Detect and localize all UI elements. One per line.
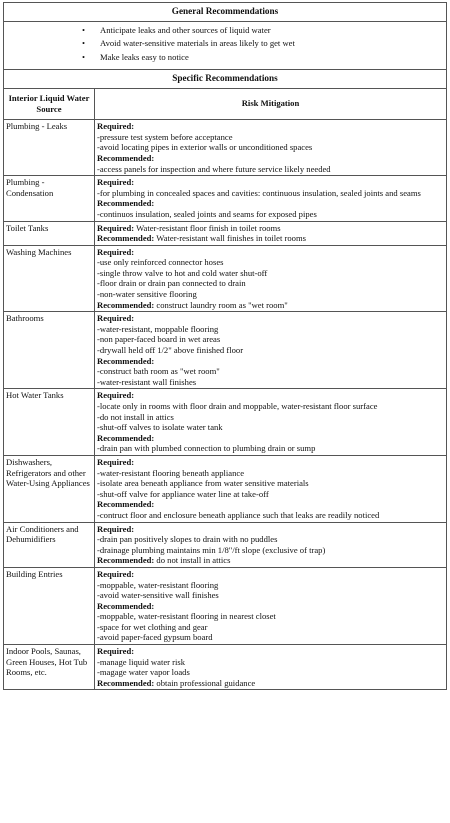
mitigation-label: Recommended: bbox=[97, 198, 155, 209]
table-row bbox=[4, 389, 447, 456]
mitigation-line bbox=[97, 289, 444, 300]
specific-recommendations-heading: Specific Recommendations bbox=[4, 70, 447, 89]
column-header-risk-mitigation: Risk Mitigation bbox=[95, 88, 447, 119]
mitigation-text: -isolate area beneath appliance from water sensitive materials bbox=[97, 478, 309, 489]
general-bullet: • Anticipate leaks and other sources of liquid water bbox=[100, 25, 444, 36]
water-source-cell: Toilet Tanks bbox=[4, 221, 95, 245]
mitigation-label: Recommended: bbox=[97, 152, 155, 163]
mitigation-label: Required: bbox=[97, 568, 135, 579]
mitigation-line bbox=[97, 233, 444, 244]
mitigation-label: Recommended: bbox=[97, 432, 155, 443]
mitigation-text: -use only reinforced connector hoses bbox=[97, 257, 224, 268]
mitigation-line bbox=[97, 366, 444, 377]
risk-mitigation-cell bbox=[95, 120, 447, 176]
mitigation-text: -continuos insulation, sealed joints and seams for exposed pipes bbox=[97, 208, 317, 219]
general-bullet: • Avoid water-sensitive materials in areas likely to get wet bbox=[100, 38, 444, 49]
mitigation-line bbox=[97, 657, 444, 668]
mitigation-line bbox=[97, 622, 444, 633]
mitigation-line bbox=[97, 223, 444, 234]
mitigation-text: -moppable, water-resistant flooring bbox=[97, 579, 219, 590]
mitigation-line bbox=[97, 601, 444, 612]
risk-mitigation-cell bbox=[95, 312, 447, 389]
mitigation-line bbox=[97, 257, 444, 268]
mitigation-text: -contruct floor and enclosure beneath appliance such that leaks are readily noticed bbox=[97, 509, 380, 520]
mitigation-text: do not install in attics bbox=[154, 555, 231, 566]
mitigation-line bbox=[97, 499, 444, 510]
water-source-cell: Bathrooms bbox=[4, 312, 95, 389]
mitigation-text: Water-resistant floor finish in toilet rooms bbox=[134, 222, 281, 233]
mitigation-text: -access panels for inspection and where future service likely needed bbox=[97, 163, 331, 174]
mitigation-label: Required: bbox=[97, 177, 135, 188]
mitigation-line bbox=[97, 510, 444, 521]
table-row bbox=[4, 221, 447, 245]
mitigation-line bbox=[97, 268, 444, 279]
mitigation-line bbox=[97, 247, 444, 258]
mitigation-text: -pressure test system before acceptance bbox=[97, 131, 233, 142]
water-source-cell: Air Conditioners and Dehumidifiers bbox=[4, 522, 95, 567]
mitigation-line bbox=[97, 334, 444, 345]
mitigation-line bbox=[97, 377, 444, 388]
mitigation-text: -magage water vapor loads bbox=[97, 667, 190, 678]
mitigation-line bbox=[97, 142, 444, 153]
table-row bbox=[4, 567, 447, 644]
mitigation-line bbox=[97, 580, 444, 591]
mitigation-text: -space for wet clothing and gear bbox=[97, 621, 208, 632]
mitigation-text: -construct bath room as "wet room" bbox=[97, 366, 220, 377]
water-source-cell: Plumbing - Leaks bbox=[4, 120, 95, 176]
mitigation-text: -drywall held off 1/2" above finished floor bbox=[97, 345, 244, 356]
water-source-cell: Washing Machines bbox=[4, 245, 95, 312]
mitigation-text: obtain professional guidance bbox=[154, 677, 256, 688]
mitigation-line bbox=[97, 667, 444, 678]
mitigation-line bbox=[97, 590, 444, 601]
mitigation-line bbox=[97, 468, 444, 479]
mitigation-line bbox=[97, 345, 444, 356]
risk-mitigation-cell bbox=[95, 455, 447, 522]
mitigation-line bbox=[97, 422, 444, 433]
mitigation-line bbox=[97, 121, 444, 132]
mitigation-line bbox=[97, 457, 444, 468]
mitigation-label: Required: bbox=[97, 456, 135, 467]
mitigation-line bbox=[97, 324, 444, 335]
mitigation-line bbox=[97, 132, 444, 143]
mitigation-line bbox=[97, 524, 444, 535]
table-row bbox=[4, 455, 447, 522]
mitigation-line bbox=[97, 300, 444, 311]
mitigation-line bbox=[97, 678, 444, 689]
mitigation-text: -moppable, water-resistant flooring in nearest closet bbox=[97, 611, 276, 622]
mitigation-label: Recommended: bbox=[97, 677, 155, 688]
mitigation-line bbox=[97, 646, 444, 657]
mitigation-line bbox=[97, 433, 444, 444]
water-source-cell: Building Entries bbox=[4, 567, 95, 644]
mitigation-text: -water-resistant, moppable flooring bbox=[97, 323, 219, 334]
mitigation-label: Recommended: bbox=[97, 355, 155, 366]
mitigation-text: -non-water sensitive flooring bbox=[97, 289, 197, 300]
mitigation-line bbox=[97, 478, 444, 489]
recommendations-table bbox=[3, 2, 447, 690]
mitigation-line bbox=[97, 278, 444, 289]
mitigation-text: -drain pan with plumbed connection to plumbing drain or sump bbox=[97, 443, 316, 454]
water-source-cell: Hot Water Tanks bbox=[4, 389, 95, 456]
mitigation-text: -water-resistant wall finishes bbox=[97, 376, 197, 387]
mitigation-label: Recommended: bbox=[97, 555, 155, 566]
mitigation-line bbox=[97, 209, 444, 220]
table-row bbox=[4, 245, 447, 312]
column-header-source: Interior Liquid Water Source bbox=[4, 88, 95, 119]
mitigation-line bbox=[97, 412, 444, 423]
general-recommendations-list bbox=[6, 25, 444, 63]
mitigation-text: -locate only in rooms with floor drain and moppable, water-resistant floor surface bbox=[97, 401, 378, 411]
mitigation-line bbox=[97, 534, 444, 545]
mitigation-text: -avoid paper-faced gypsum board bbox=[97, 632, 213, 643]
mitigation-text: -single throw valve to hot and cold water shut-off bbox=[97, 267, 268, 278]
risk-mitigation-cell bbox=[95, 567, 447, 644]
mitigation-line bbox=[97, 198, 444, 209]
mitigation-line bbox=[97, 555, 444, 566]
risk-mitigation-cell bbox=[95, 221, 447, 245]
table-row bbox=[4, 645, 447, 690]
mitigation-label: Required: bbox=[97, 313, 135, 324]
water-source-cell: Plumbing - Condensation bbox=[4, 176, 95, 221]
mitigation-text: -avoid water-sensitive wall finishes bbox=[97, 590, 219, 601]
mitigation-line bbox=[97, 489, 444, 500]
mitigation-label: Required: bbox=[97, 390, 135, 401]
mitigation-label: Required: bbox=[97, 222, 135, 233]
mitigation-label: Required: bbox=[97, 246, 135, 257]
mitigation-line bbox=[97, 313, 444, 324]
water-source-cell: Indoor Pools, Saunas, Green Houses, Hot Tub Rooms, etc. bbox=[4, 645, 95, 690]
mitigation-label: Required: bbox=[97, 121, 135, 132]
risk-mitigation-cell bbox=[95, 645, 447, 690]
mitigation-text: -do not install in attics bbox=[97, 411, 174, 422]
mitigation-text: -non paper-faced board in wet areas bbox=[97, 334, 221, 345]
risk-mitigation-cell bbox=[95, 522, 447, 567]
risk-mitigation-cell bbox=[95, 389, 447, 456]
mitigation-line bbox=[97, 153, 444, 164]
mitigation-text: -for plumbing in concealed spaces and cavities: continuous insulation, sealed joints and seams bbox=[97, 187, 421, 198]
mitigation-label: Required: bbox=[97, 523, 135, 534]
mitigation-line bbox=[97, 401, 444, 412]
mitigation-line bbox=[97, 545, 444, 556]
table-row bbox=[4, 312, 447, 389]
general-bullet: • Make leaks easy to notice bbox=[100, 52, 444, 63]
mitigation-label: Recommended: bbox=[97, 299, 155, 310]
mitigation-line bbox=[97, 164, 444, 175]
table-row bbox=[4, 120, 447, 176]
mitigation-line bbox=[97, 177, 444, 188]
mitigation-text: construct laundry room as "wet room" bbox=[154, 299, 288, 310]
mitigation-label: Recommended: bbox=[97, 233, 155, 244]
mitigation-line bbox=[97, 569, 444, 580]
mitigation-text: Water-resistant wall finishes in toilet rooms bbox=[154, 233, 307, 244]
mitigation-text: -shut-off valves to isolate water tank bbox=[97, 422, 223, 433]
mitigation-line bbox=[97, 188, 444, 199]
mitigation-text: -avoid locating pipes in exterior walls or unconditioned spaces bbox=[97, 142, 313, 153]
mitigation-label: Recommended: bbox=[97, 600, 155, 611]
mitigation-line bbox=[97, 443, 444, 454]
mitigation-text: -drainage plumbing maintains min 1/8"/ft slope (exclusive of trap) bbox=[97, 544, 326, 555]
mitigation-label: Recommended: bbox=[97, 499, 155, 510]
mitigation-line bbox=[97, 356, 444, 367]
table-row bbox=[4, 522, 447, 567]
general-recommendations-heading: General Recommendations bbox=[4, 3, 447, 22]
mitigation-text: -water-resistant flooring beneath appliance bbox=[97, 467, 245, 478]
general-recommendations-list-cell bbox=[4, 21, 447, 70]
mitigation-line bbox=[97, 611, 444, 622]
risk-mitigation-cell bbox=[95, 176, 447, 221]
mitigation-text: -shut-off valve for appliance water line at take-off bbox=[97, 488, 269, 499]
mitigation-line bbox=[97, 632, 444, 643]
mitigation-line bbox=[97, 390, 444, 401]
table-row bbox=[4, 176, 447, 221]
mitigation-text: -drain pan positively slopes to drain with no puddles bbox=[97, 534, 278, 545]
water-source-cell: Dishwashers, Refrigerators and other Water-Using Appliances bbox=[4, 455, 95, 522]
mitigation-text: -manage liquid water risk bbox=[97, 656, 186, 667]
mitigation-text: -floor drain or drain pan connected to drain bbox=[97, 278, 246, 289]
mitigation-label: Required: bbox=[97, 646, 135, 657]
risk-mitigation-cell bbox=[95, 245, 447, 312]
